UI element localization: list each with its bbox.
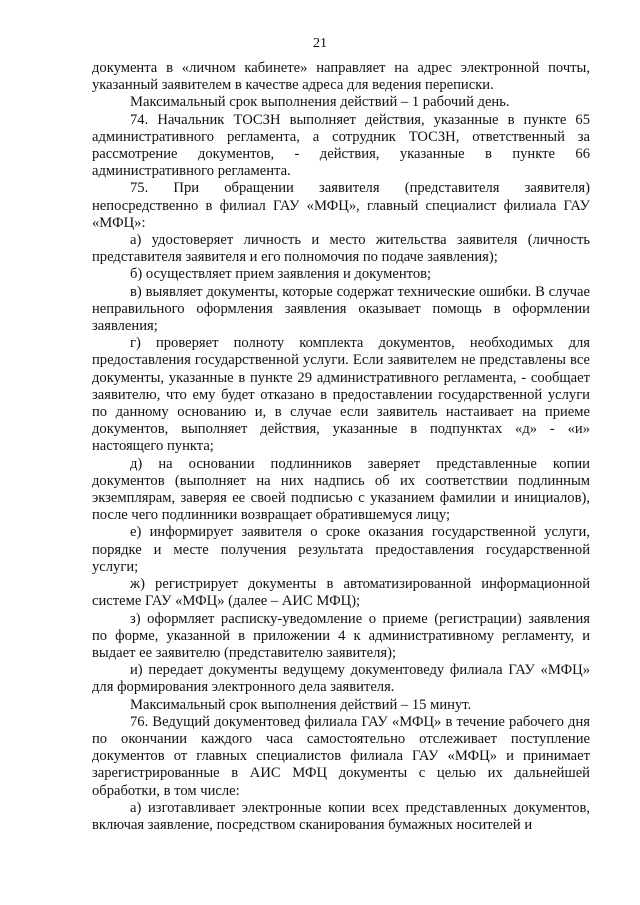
paragraph-75-zh: ж) регистрирует документы в автоматизированной информационной системе ГАУ «МФЦ» (далее – АИС МФЦ);: [92, 576, 590, 610]
paragraph-75-i: и) передает документы ведущему документоведу филиала ГАУ «МФЦ» для формирования электронного дела заявителя.: [92, 662, 590, 696]
document-body: [92, 60, 590, 834]
paragraph-76-a: а) изготавливает электронные копии всех представленных документов, включая заявление, посредством сканирования бумажных носителей и: [92, 799, 590, 833]
paragraph-76: 76. Ведущий документовед филиала ГАУ «МФЦ» в течение рабочего дня по окончании каждого часа самостоятельно отслеживает поступление документов от главных специалистов филиала ГАУ «МФЦ» и принимает зарегистрированные в АИС МФЦ документы с целью их дальнейшей обработки, в том числе:: [92, 713, 590, 799]
paragraph-75-v: в) выявляет документы, которые содержат технические ошибки. В случае неправильного оформления заявления оказывает помощь в оформлении заявления;: [92, 283, 590, 335]
paragraph-75-g: г) проверяет полноту комплекта документов, необходимых для предоставления государственной услуги. Если заявителем не представлены все документы, указанные в пункте 29 административного регламента, - сообщает заявителю, что ему будет отказано в предоставлении государственной услуги по данному основанию и, в случае если заявитель настаивает на приеме документов, выполняет действия, указанные в подпунктах «д» - «и» настоящего пункта;: [92, 335, 590, 455]
paragraph-deadline-2: Максимальный срок выполнения действий – 15 минут.: [130, 696, 472, 713]
paragraph-75-z: з) оформляет расписку-уведомление о приеме (регистрации) заявления по форме, указанной в приложении 4 к административному регламенту, и выдает ее заявителю (представителю заявителя);: [92, 610, 590, 661]
paragraph-deadline-1: Максимальный срок выполнения действий – 1 рабочий день.: [130, 94, 510, 111]
paragraph-75-b: б) осуществляет прием заявления и документов;: [130, 266, 432, 283]
page-number: 21: [313, 36, 327, 51]
paragraph-75-a: а) удостоверяет личность и место жительства заявителя (личность представителя заявителя и его полномочия по подаче заявления);: [92, 232, 590, 266]
paragraph-75: 75. При обращении заявителя (представителя заявителя) непосредственно в филиал ГАУ «МФЦ», главный специалист филиала ГАУ «МФЦ»:: [92, 180, 590, 231]
paragraph-continuation: документа в «личном кабинете» направляет на адрес электронной почты, указанный заявителем в качестве адреса для ведения переписки.: [92, 60, 590, 94]
paragraph-75-d: д) на основании подлинников заверяет представленные копии документов (выполняет на них надпись об их соответствии подлинным экземплярам, заверяя ее своей подписью с указанием фамилии и инициалов), после чего подлинники возвращает обратившемуся лицу;: [92, 455, 590, 524]
paragraph-75-e: е) информирует заявителя о сроке оказания государственной услуги, порядке и месте получения результата предоставления государственной услуги;: [92, 524, 590, 575]
paragraph-74: 74. Начальник ТОСЗН выполняет действия, указанные в пункте 65 административного регламента, а сотрудник ТОСЗН, ответственный за рассмотрение документов, - действия, указанные в пункте 66 административного регламента.: [92, 111, 590, 180]
